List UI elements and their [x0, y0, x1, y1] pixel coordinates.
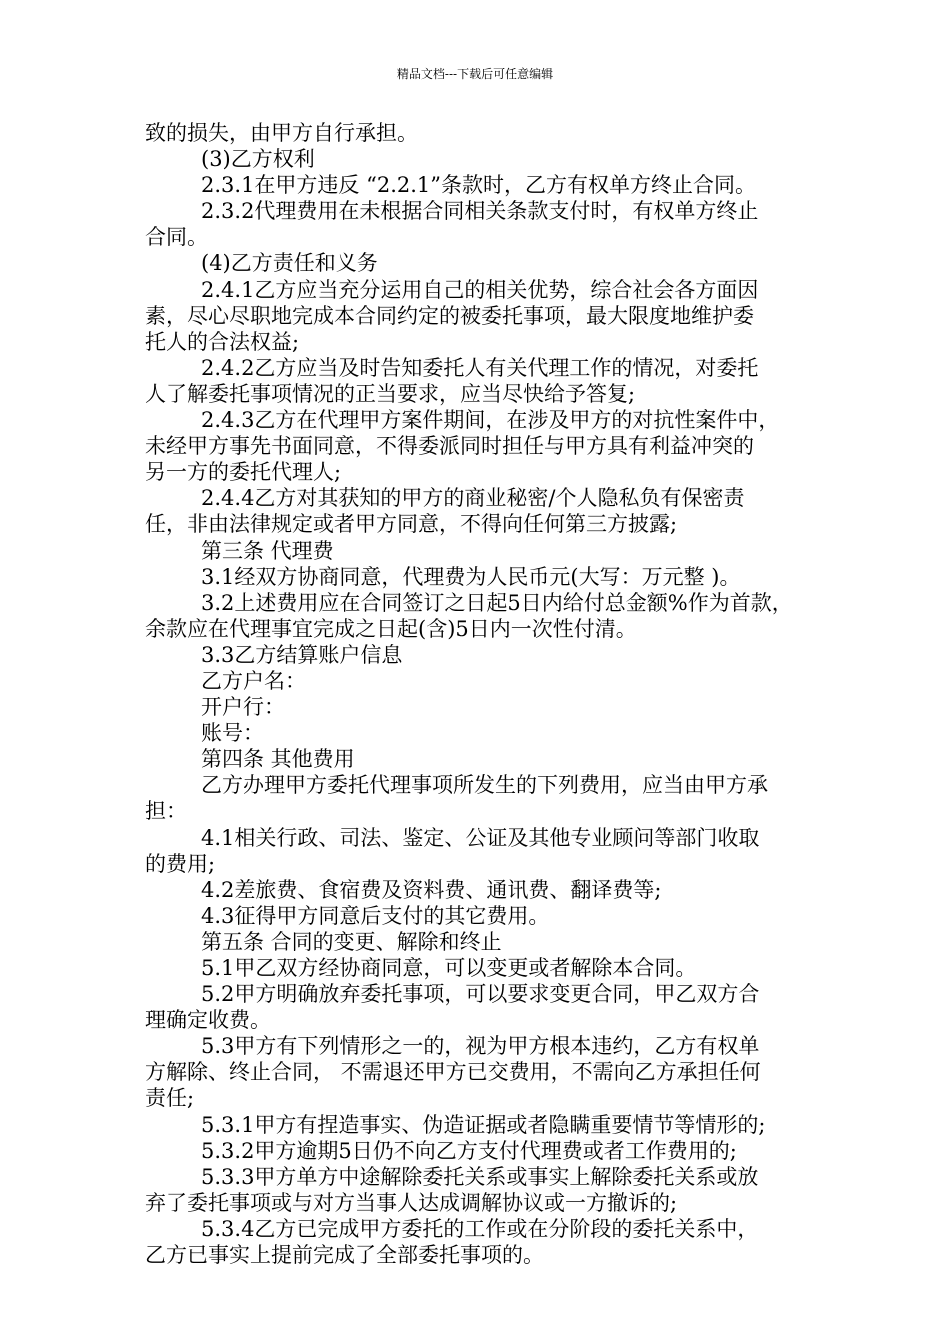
- text-line: 乙方户名：: [201, 668, 306, 693]
- text-line: 余款应在代理事宜完成之日起(含)5日内一次性付清。: [145, 616, 637, 641]
- text-line: (4)乙方责任和义务: [201, 251, 378, 276]
- text-line: 乙方已事实上提前完成了全部委托事项的。: [145, 1243, 544, 1268]
- text-line: 2.3.2代理费用在未根据合同相关条款支付时，有权单方终止: [201, 199, 759, 224]
- text-line: 2.4.3乙方在代理甲方案件期间，在涉及甲方的对抗性案件中，: [201, 408, 780, 433]
- text-line: 合同。: [145, 225, 208, 250]
- text-line: 弃了委托事项或与对方当事人达成调解协议或一方撤诉的;: [145, 1190, 678, 1215]
- text-line: 担：: [145, 799, 187, 824]
- text-line: 素，尽心尽职地完成本合同约定的被委托事项，最大限度地维护委: [145, 303, 754, 328]
- text-line: 5.3.1甲方有捏造事实、伪造证据或者隐瞒重要情节等情形的;: [201, 1112, 766, 1137]
- text-line: 3.1经双方协商同意，代理费为人民币元(大写：万元整 )。: [201, 564, 741, 589]
- text-line: 方解除、终止合同， 不需退还甲方已交费用，不需向乙方承担任何: [145, 1060, 761, 1085]
- text-line: 账号：: [201, 721, 264, 746]
- text-line: 5.3甲方有下列情形之一的，视为甲方根本违约，乙方有权单: [201, 1034, 760, 1059]
- text-line: 未经甲方事先书面同意，不得委派同时担任与甲方具有利益冲突的: [145, 434, 754, 459]
- text-line: 第三条 代理费: [201, 538, 334, 563]
- document-body: [145, 120, 815, 1268]
- text-line: 2.3.1在甲方违反 “2.2.1”条款时，乙方有权单方终止合同。: [201, 173, 757, 198]
- text-line: 托人的合法权益;: [145, 329, 300, 354]
- text-line: 另一方的委托代理人;: [145, 460, 342, 485]
- text-line: 第五条 合同的变更、解除和终止: [201, 929, 502, 954]
- text-line: 3.3乙方结算账户信息: [201, 642, 403, 667]
- text-line: 人了解委托事项情况的正当要求，应当尽快给予答复;: [145, 381, 636, 406]
- text-line: 责任;: [145, 1086, 195, 1111]
- text-line: 5.3.4乙方已完成甲方委托的工作或在分阶段的委托关系中，: [201, 1216, 759, 1241]
- text-line: 乙方办理甲方委托代理事项所发生的下列费用，应当由甲方承: [201, 773, 768, 798]
- text-line: 理确定收费。: [145, 1008, 271, 1033]
- text-line: 开户行：: [201, 695, 285, 720]
- text-line: 2.4.4乙方对其获知的甲方的商业秘密/个人隐私负有保密责: [201, 486, 745, 511]
- text-line: 任，非由法律规定或者甲方同意，不得向任何第三方披露;: [145, 512, 678, 537]
- text-line: 致的损失，由甲方自行承担。: [145, 121, 418, 145]
- text-line: 4.2差旅费、食宿费及资料费、通讯费、翻译费等;: [201, 877, 662, 902]
- text-line: 3.2上述费用应在合同签订之日起5日内给付总金额%作为首款，: [201, 590, 793, 615]
- page-header: 精品文档---下载后可任意编辑: [396, 67, 554, 81]
- text-line: 2.4.1乙方应当充分运用自己的相关优势，综合社会各方面因: [201, 277, 759, 302]
- text-line: 的费用;: [145, 851, 216, 876]
- text-line: 4.3征得甲方同意后支付的其它费用。: [201, 903, 550, 928]
- text-line: 第四条 其他费用: [201, 747, 355, 772]
- text-line: 2.4.2乙方应当及时告知委托人有关代理工作的情况，对委托: [201, 355, 759, 380]
- text-line: 5.2甲方明确放弃委托事项，可以要求变更合同，甲乙双方合: [201, 982, 760, 1007]
- text-line: (3)乙方权利: [201, 147, 315, 172]
- text-line: 5.3.2甲方逾期5日仍不向乙方支付代理费或者工作费用的;: [201, 1138, 737, 1163]
- text-line: 5.3.3甲方单方中途解除委托关系或事实上解除委托关系或放: [201, 1164, 759, 1189]
- text-line: 4.1相关行政、司法、鉴定、公证及其他专业顾问等部门收取: [201, 825, 760, 850]
- text-line: 5.1甲乙双方经协商同意，可以变更或者解除本合同。: [201, 956, 697, 980]
